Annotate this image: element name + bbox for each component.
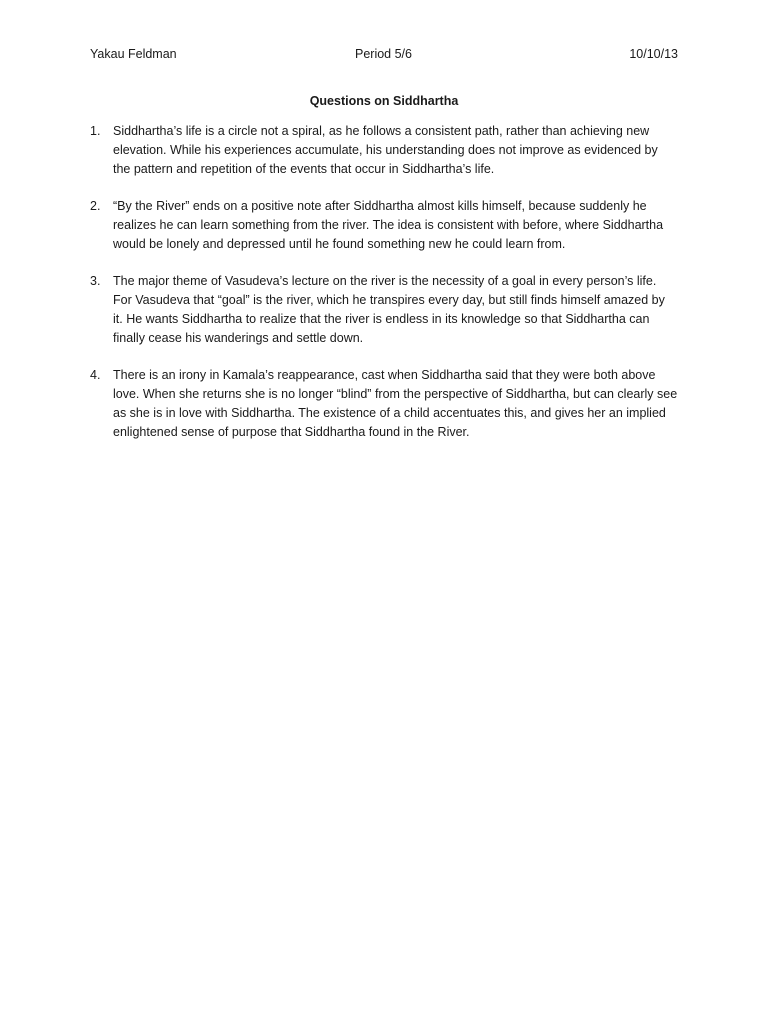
- answer-number: 4.: [90, 368, 101, 383]
- answer-item-3: [90, 272, 678, 347]
- answer-item-4: [90, 366, 678, 441]
- answer-text: “By the River” ends on a positive note after Siddhartha almost kills himself, because suddenly he realizes he can learn something from the river. The idea is consistent with before, where Siddhartha would be lonely and depressed until he found something new he could learn from.: [113, 199, 664, 251]
- author-name: Yakau Feldman: [90, 47, 177, 61]
- answer-text: There is an irony in Kamala’s reappearance, cast when Siddhartha said that they were both above love. When she returns she is no longer “blind” from the perspective of Siddhartha, but can clearly see as she is in love with Siddhartha. The existence of a child accentuates this, and gives her an implied enlightened sense of purpose that Siddhartha found in the River.: [113, 368, 678, 439]
- answer-text: The major theme of Vasudeva’s lecture on the river is the necessity of a goal in every person’s life. For Vasudeva that “goal” is the river, which he transpires every day, but still finds himself amazed by it. He wants Siddhartha to realize that the river is endless in its knowledge so that Siddhartha can finally cease his wanderings and settle down.: [113, 274, 665, 345]
- answer-item-1: [90, 122, 678, 178]
- answer-number: 1.: [90, 124, 101, 138]
- answer-number: 3.: [90, 274, 101, 289]
- answer-list: [90, 122, 678, 460]
- answer-text: Siddhartha’s life is a circle not a spiral, as he follows a consistent path, rather than achieving new elevation. While his experiences accumulate, his understanding does not improve as evidenced by the pattern and repetition of the events that occur in Siddhartha’s life.: [113, 124, 658, 176]
- answer-item-2: [90, 197, 678, 253]
- document-title: Questions on Siddhartha: [309, 94, 459, 108]
- document-header: [90, 47, 678, 65]
- answer-number: 2.: [90, 199, 101, 214]
- class-period: Period 5/6: [355, 47, 412, 61]
- document-date: 10/10/13: [629, 47, 678, 61]
